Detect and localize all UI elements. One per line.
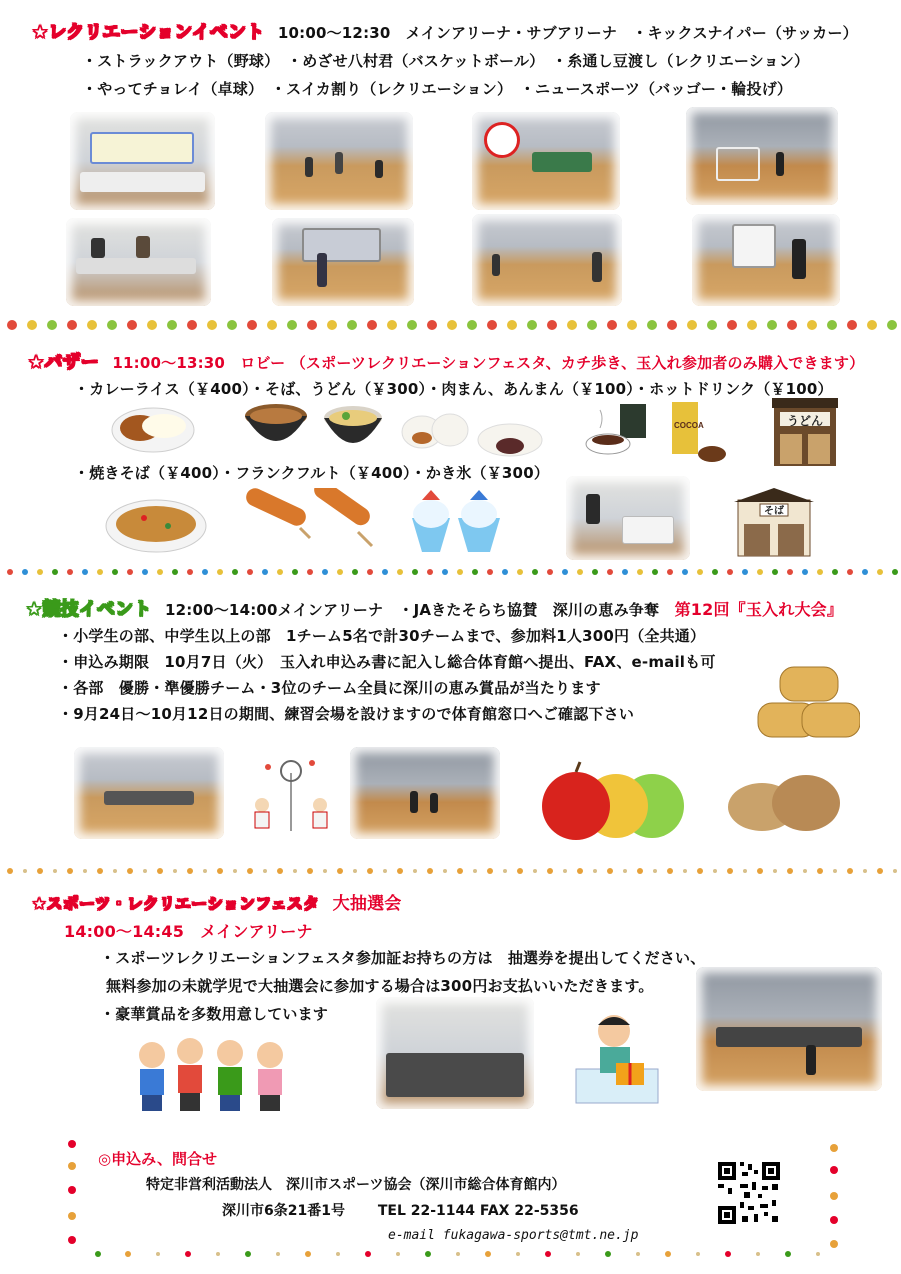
bazaar-title: ★バザー xyxy=(28,352,99,373)
potatoes-icon xyxy=(726,769,842,835)
lottery-title-highlight: 大抽選会 xyxy=(332,894,402,914)
cheering-kids-icon xyxy=(130,1029,294,1115)
competition-line-1: ・小学生の部、中学生以上の部 1チーム5名で計30チームまで、参加料1人300円（全共通） xyxy=(58,627,706,645)
soba-shop-icon xyxy=(734,488,814,558)
udon-bowl-icon xyxy=(322,398,384,454)
bazaar-time-place: 11:00～13:30 ロビー xyxy=(112,354,286,372)
contact-heading-text: ◎申込み、問合せ xyxy=(98,1150,217,1168)
udon-shop-icon xyxy=(772,394,838,468)
anman-icon xyxy=(475,418,545,458)
competition-section xyxy=(0,585,901,855)
lottery-section xyxy=(0,885,901,1135)
yakisoba-icon xyxy=(104,496,208,554)
photo-table-tennis xyxy=(272,218,414,306)
lottery-line-2: 無料参加の未就学児で大抽選会に参加する場合は300円お支払いいただきます。 xyxy=(106,977,654,995)
cocoa-can-icon xyxy=(666,398,728,464)
photo-tamaire-1 xyxy=(74,747,224,839)
contact-org: 特定非営利活動法人 深川市スポーツ協会（深川市総合体育館内） xyxy=(146,1177,566,1193)
contact-address: 深川市6条21番1号 xyxy=(222,1203,345,1219)
competition-title: ★競技イベント xyxy=(26,599,152,620)
photo-table-activity xyxy=(66,218,211,306)
nikuman-icon xyxy=(400,408,470,452)
photo-strike-target xyxy=(472,112,620,210)
bazaar-section xyxy=(0,338,901,563)
udon-sign: うどん xyxy=(786,414,823,428)
contact-email[interactable]: e-mail fukagawa-sports@tmt.ne.jp xyxy=(388,1228,639,1243)
dot-divider-2 xyxy=(0,565,901,579)
photo-banner-stage xyxy=(70,112,215,210)
competition-heading-row xyxy=(26,595,843,621)
tamaire-kids-icon xyxy=(248,753,334,833)
hot-drink-icon xyxy=(582,400,654,462)
recreation-line-2: ・ストラックアウト（野球） ・めざせ八村君（バスケットボール） ・糸通し豆渡し（レクリエーション） xyxy=(82,52,810,70)
curry-icon xyxy=(110,400,196,454)
contact-heading xyxy=(98,1148,217,1169)
recreation-heading-row xyxy=(32,18,858,44)
bazaar-menu-line-2: ・焼きそば（￥400）・フランクフルト（￥400）・かき氷（￥300） xyxy=(74,464,550,482)
photo-gym-kids-2 xyxy=(472,214,622,306)
lottery-heading-row xyxy=(32,889,401,914)
photo-lottery-crowd xyxy=(376,997,534,1109)
recreation-title: ★レクリエーションイベント xyxy=(32,22,265,43)
soba-sign: そば xyxy=(764,506,784,517)
bazaar-menu-line-1: ・カレーライス（￥400）・そば、うどん（￥300）・肉まん、あんまん（￥100）・ホットドリンク（￥100） xyxy=(74,380,833,398)
recreation-line-3: ・やってチョレイ（卓球） ・スイカ割り（レクリエーション） ・ニュースポーツ（バッゴー・輪投げ） xyxy=(82,80,793,98)
lottery-title: ★スポーツ・レクリエーションフェスタ xyxy=(32,894,320,913)
competition-highlight: 第12回『玉入れ大会』 xyxy=(674,600,844,619)
lottery-time-text: 14:00～14:45 メインアリーナ xyxy=(64,922,313,941)
qr-code-icon[interactable] xyxy=(716,1160,782,1226)
lottery-time-place xyxy=(64,919,313,942)
contact-box xyxy=(68,1140,838,1258)
fruit-divider-1 xyxy=(0,318,901,332)
dot-divider-3 xyxy=(0,864,901,878)
contact-tel-fax: TEL 22-1144 FAX 22-5356 xyxy=(377,1203,579,1219)
bazaar-note: （スポーツレクリエーションフェスタ、カチ歩き、玉入れ参加者のみ購入できます） xyxy=(290,354,865,372)
photo-bazaar-counter xyxy=(566,476,690,560)
frankfurt-icon xyxy=(240,488,380,552)
lottery-line-1: ・スポーツレクリエーションフェスタ参加証お持ちの方は 抽選券を提出してください、 xyxy=(100,949,706,967)
photo-tamaire-2 xyxy=(350,747,500,839)
rice-bales-icon xyxy=(756,663,860,743)
contact-address-row xyxy=(222,1200,579,1220)
photo-target-board xyxy=(692,214,840,306)
cocoa-label: COCOA xyxy=(674,421,704,430)
shaved-ice-icon xyxy=(408,488,504,558)
competition-line-2: ・申込み期限 10月7日（火） 玉入れ申込み書に記入し総合体育館へ提出、FAX、e-mailも可 xyxy=(58,653,716,671)
photo-gym-kids-1 xyxy=(265,112,413,210)
photo-basketball-hoop xyxy=(686,107,838,205)
competition-line-4: ・9月24日～10月12日の期間、練習会場を設けますので体育館窓口へご確認下さい xyxy=(58,705,635,723)
recreation-section xyxy=(0,0,901,320)
photo-lottery-arena xyxy=(696,967,882,1091)
recreation-time-place: 10:00～12:30 メインアリーナ・サブアリーナ ・キックスナイパー（サッカー） xyxy=(277,24,858,42)
apples-icon xyxy=(538,760,688,842)
competition-line-3: ・各部 優勝・準優勝チーム・3位のチーム全員に深川の恵み賞品が当たります xyxy=(58,679,601,697)
lottery-line-3: ・豪華賞品を多数用意しています xyxy=(100,1005,329,1023)
bazaar-heading-row xyxy=(28,348,864,374)
soba-bowl-icon xyxy=(243,396,309,452)
gift-person-icon xyxy=(574,1009,660,1105)
competition-time-place: 12:00～14:00メインアリーナ ・JAきたそらち協賛 深川の恵み争奪 xyxy=(164,601,660,619)
